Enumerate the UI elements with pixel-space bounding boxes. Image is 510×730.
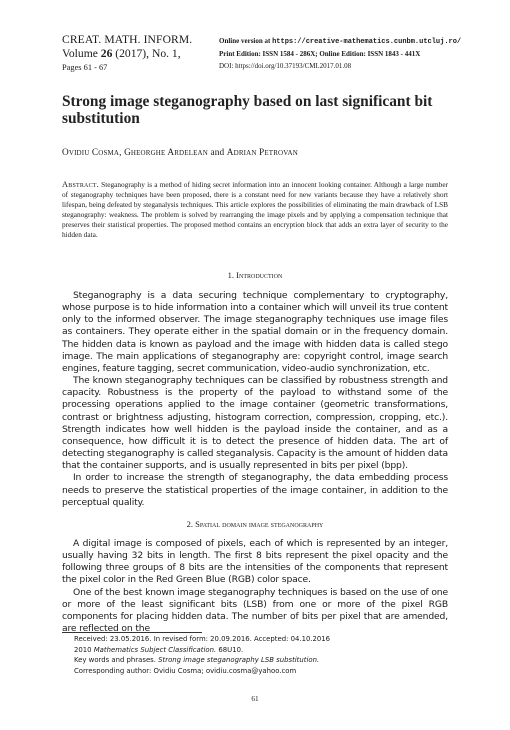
section-number: 2.	[186, 519, 196, 529]
volume-info	[62, 47, 212, 61]
volume-number: 26	[100, 47, 113, 60]
author-1: Ovidiu Cosma	[62, 148, 120, 158]
online-prefix: Online version at	[219, 37, 273, 45]
introduction-body	[62, 290, 448, 509]
page-number: 61	[251, 694, 259, 703]
volume-suffix: (2017), No. 1,	[112, 47, 181, 60]
keywords	[62, 655, 448, 666]
spatial-domain-body	[62, 538, 448, 635]
corresponding-author: Corresponding author: Ovidiu Cosma; ovidiu.cosma@yahoo.com	[74, 666, 297, 675]
abstract	[62, 180, 448, 240]
journal-header	[62, 33, 212, 74]
received-dates: Received: 23.05.2016. In revised form: 20.09.2016. Accepted: 04.10.2016	[74, 635, 331, 643]
volume-prefix: Volume	[62, 47, 101, 60]
paragraph: Steganography is a data securing technique complementary to cryptography, whose purpose is to hide information into a container which will unveil its true content only to the informed observer. The image steganography techniques use image files as containers. They operate either in the spatial domain or in the frequency domain. The hidden data is known as payload and the image with hidden data is called stego image. The main applications of steganography are: copyright control, image search engines, feature tagging, secret communication, video-audio synchronization, etc.	[62, 290, 448, 374]
online-url-link[interactable]: https://creative-mathematics.cunbm.utcluj.ro/	[272, 38, 462, 46]
msc-label: Mathematics Subject Classification.	[93, 645, 217, 654]
author-3: Adrian Petrovan	[226, 148, 298, 158]
abstract-text: Steganography is a method of hiding secret information into an innocent looking container. Although a large number of steganography techniques have been proposed, there is a constant need for new variants because they have a relatively short lifespan, being defeated by steganalysis techniques. This article explores the possibilities of eliminating the main drawback of LSB steganography: weakness. The problem is solved by rearranging the image pixels and by applying a compensation technique that preserves their statistical properties. The proposed method contains an encryption block that adds an extra layer of security to the hidden data.	[62, 180, 448, 240]
section-heading-spatial-domain	[62, 519, 448, 529]
publication-info	[219, 35, 484, 72]
author-2: Gheorghe Ardelean	[124, 148, 208, 158]
doi-link[interactable]: DOI: https://doi.org/10.37193/CMI.2017.01.08	[219, 62, 352, 70]
journal-name: CREAT. MATH. INFORM.	[62, 33, 193, 46]
page-range: Pages 61 - 67	[62, 63, 108, 72]
msc-classification	[62, 645, 448, 656]
author-separator: ,	[119, 148, 125, 158]
author-separator: and	[207, 148, 227, 158]
section-title: Spatial domain image steganography	[195, 519, 324, 529]
paragraph: The known steganography techniques can be classified by robustness strength and capacity. Robustness is the property of the payload to withstand some of the processing operations applied to the image container (geometric transformations, contrast or brightness adjusting, histogram correction, compression, cropping, etc.). Strength indicates how well hidden is the payload inside the container, and as a consequence, how difficult it is to detect the presence of hidden data. The art of detecting steganography is called steganalysis. Capacity is the amount of hidden data that the container supports, and is usually represented in bits per pixel (bpp).	[62, 375, 448, 472]
keywords-label: Key words and phrases.	[74, 656, 156, 664]
footnotes	[62, 634, 448, 676]
issn-line: Print Edition: ISSN 1584 - 286X; Online Edition: ISSN 1843 - 441X	[219, 50, 421, 58]
msc-value: 68U10.	[216, 645, 244, 654]
paragraph: A digital image is composed of pixels, each of which is represented by an integer, usually having 32 bits in length. The first 8 bits represent the pixel opacity and the following three groups of 8 bits are the intensities of the components that represent the pixel color in the Red Green Blue (RGB) color space.	[62, 538, 448, 586]
footnote-rule	[62, 632, 202, 633]
section-title: Introduction	[236, 270, 283, 280]
paragraph: One of the best known image steganography techniques is based on the use of one or more of the least significant bits (LSB) from one or more of the pixel RGB components for placing hidden data. The number of bits per pixel that are amended, are reflected on the	[62, 586, 448, 635]
online-version	[219, 35, 484, 48]
section-heading-introduction	[62, 270, 448, 280]
paper-title: Strong image steganography based on last significant bit substitution	[62, 93, 433, 127]
paragraph: In order to increase the strength of steganography, the data embedding process needs to preserve the statistical properties of the image container, in addition to the perceptual quality.	[62, 472, 448, 508]
keywords-value: Strong image steganography LSB substitution.	[155, 656, 320, 664]
msc-prefix: 2010	[74, 645, 94, 654]
section-number: 1.	[227, 270, 237, 280]
author-list	[62, 148, 462, 158]
abstract-label: Abstract.	[62, 180, 99, 189]
